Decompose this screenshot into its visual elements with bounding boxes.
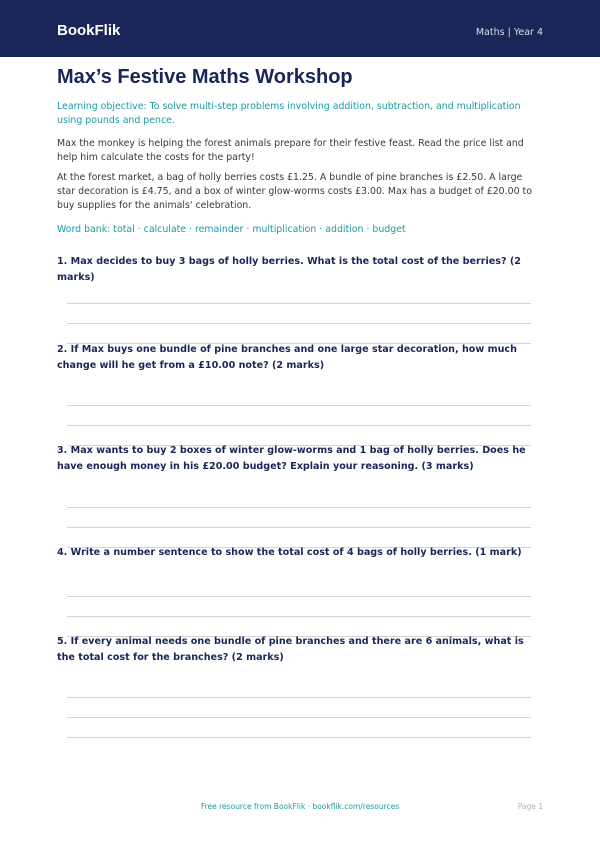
question-1: 1. Max decides to buy 3 bags of holly berries. What is the total cost of the berries? (2 marks) bbox=[57, 256, 521, 283]
question-2: 2. If Max buys one bundle of pine branches and one large star decoration, how much change will he get from a £10.00 note? (2 marks) bbox=[57, 344, 517, 371]
answer-line[interactable] bbox=[67, 697, 531, 698]
price-list-paragraph: At the forest market, a bag of holly berries costs £1.25. A bundle of pine branches is £2.50. A large star decoration is £4.75, and a box of winter glow-worms costs £3.00. Max has a budget of £20.00 to buy supplies for the animals' celebration. bbox=[57, 172, 532, 211]
answer-line[interactable] bbox=[67, 303, 531, 304]
answer-line[interactable] bbox=[67, 737, 531, 738]
footer-credit: Free resource from BookFlik · bookflik.com/resources bbox=[200, 802, 400, 811]
question-4: 4. Write a number sentence to show the total cost of 4 bags of holly berries. (1 mark) bbox=[57, 547, 522, 558]
answer-line[interactable] bbox=[67, 405, 531, 406]
subject-year-label: Maths | Year 4 bbox=[475, 27, 543, 38]
intro-paragraph: Max the monkey is helping the forest animals prepare for their festive feast. Read the price list and help him calculate the costs for the party! bbox=[57, 138, 524, 163]
answer-line[interactable] bbox=[67, 616, 531, 617]
answer-line[interactable] bbox=[67, 527, 531, 528]
page-number: Page 1 bbox=[517, 802, 543, 811]
header-bar bbox=[0, 0, 600, 57]
answer-line[interactable] bbox=[67, 323, 531, 324]
question-3: 3. Max wants to buy 2 boxes of winter glow-worms and 1 bag of holly berries. Does he have enough money in his £20.00 budget? Explain your reasoning. (3 marks) bbox=[57, 445, 526, 472]
learning-objective: Learning objective: To solve multi-step problems involving addition, subtraction, and multiplication using pounds and pence. bbox=[57, 101, 521, 126]
answer-line[interactable] bbox=[67, 596, 531, 597]
brand-logo: BookFlik bbox=[57, 22, 121, 39]
answer-line[interactable] bbox=[67, 717, 531, 718]
page-title: Max’s Festive Maths Workshop bbox=[57, 66, 353, 88]
question-5: 5. If every animal needs one bundle of pine branches and there are 6 animals, what is the total cost for the branches? (2 marks) bbox=[57, 636, 524, 663]
answer-line[interactable] bbox=[67, 425, 531, 426]
word-bank: Word bank: total · calculate · remainder · multiplication · addition · budget bbox=[57, 224, 406, 235]
answer-line[interactable] bbox=[67, 507, 531, 508]
